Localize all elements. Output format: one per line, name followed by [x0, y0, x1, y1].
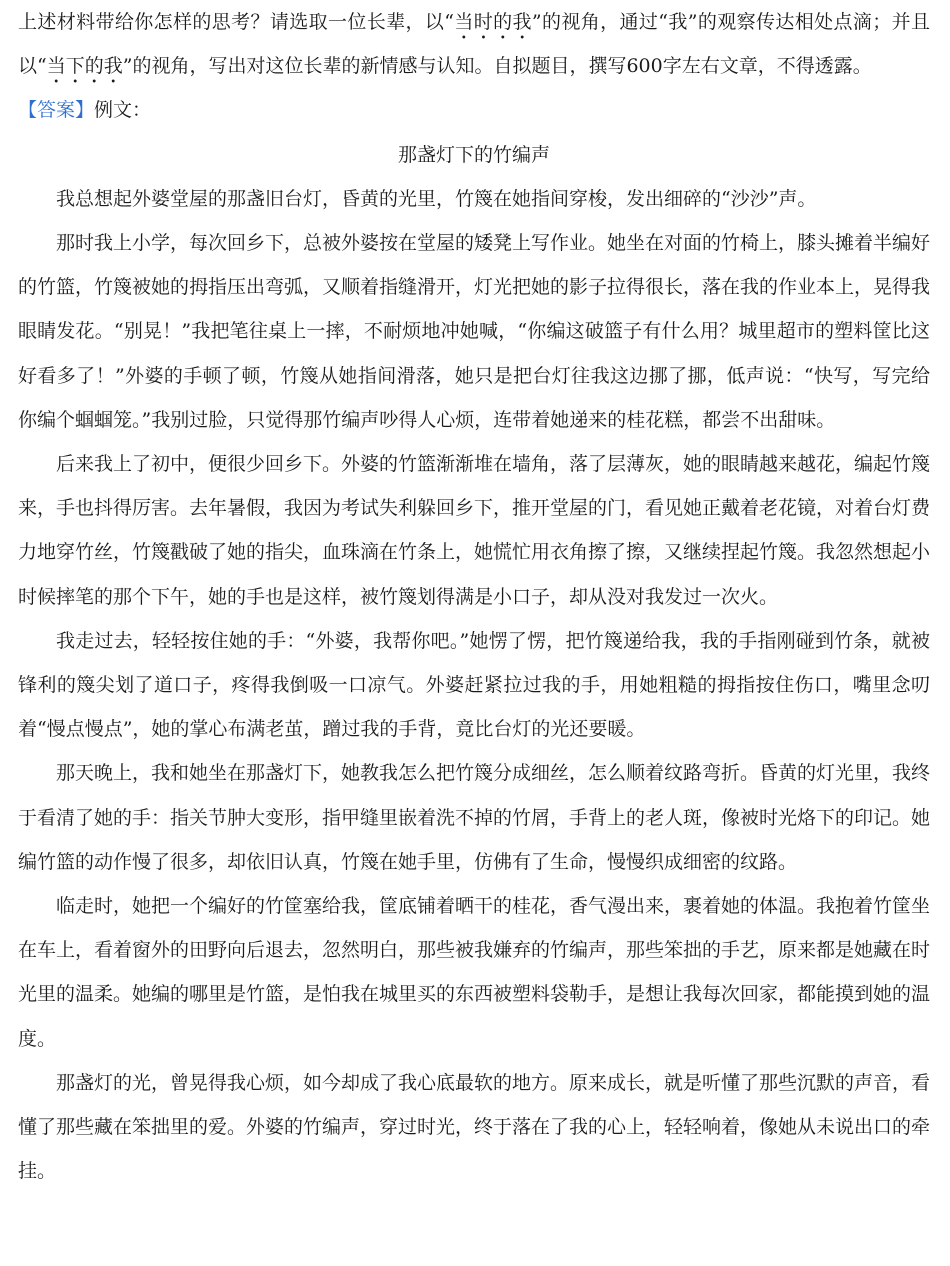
essay-paragraph-4: 我走过去，轻轻按住她的手：“外婆，我帮你吧。”她愣了愣，把竹篾递给我，我的手指刚碰到竹条，就被锋利的篾尖划了道口子，疼得我倒吸一口凉气。外婆赶紧拉过我的手，用她粗糙的拇指按住伤口，嘴里念叨着“慢点慢点”，她的掌心布满老茧，蹭过我的手背，竟比台灯的光还要暖。 — [18, 629, 930, 741]
essay-paragraph-6: 临走时，她把一个编好的竹筐塞给我，筐底铺着晒干的桂花，香气漫出来，裹着她的体温。我抱着竹筐坐在车上，看着窗外的田野向后退去，忽然明白，那些被我嫌弃的竹编声，那些笨拙的手艺，原来都是她藏在时光里的温柔。她编的哪里是竹篮，是怕我在城里买的东西被塑料袋勒手，是想让我每次回家，都能摸到她的温度。 — [18, 895, 931, 1050]
prompt-paragraph — [18, 0, 930, 88]
essay-paragraph-5: 那天晚上，我和她坐在那盏灯下，她教我怎么把竹篾分成细丝，怎么顺着纹路弯折。昏黄的灯光里，我终于看清了她的手：指关节肿大变形，指甲缝里嵌着洗不掉的竹屑，手背上的老人斑，像被时光烙下的印记。她编竹篮的动作慢了很多，却依旧认真，竹篾在她手里，仿佛有了生命，慢慢织成细密的纹路。 — [18, 762, 931, 873]
answer-line — [18, 88, 930, 132]
prompt-text-1: 上述材料带给你怎样的思考？请选取一位长辈，以“ — [18, 11, 455, 33]
prompt-text-2: ”的视角，通过“我”的观察传达相处点滴；并且以“ — [18, 11, 930, 78]
prompt-text-3: ”的视角，写出对这位长辈的新情感与认知。自拟题目，撰写600字左右文章，不得透露。 — [122, 55, 872, 78]
answer-tag: 【答案】 — [18, 99, 95, 122]
prompt-emphasis-2: 当下的我 — [46, 55, 123, 78]
answer-label: 例文： — [94, 99, 152, 122]
essay-paragraph-1: 我总想起外婆堂屋的那盏旧台灯，昏黄的光里，竹篾在她指间穿梭，发出细碎的“沙沙”声。 — [56, 187, 817, 210]
essay-paragraph-2: 那时我上小学，每次回乡下，总被外婆按在堂屋的矮凳上写作业。她坐在对面的竹椅上，膝头摊着半编好的竹篮，竹篾被她的拇指压出弯弧，又顺着指缝滑开，灯光把她的影子拉得很长，落在我的作业本上，晃得我眼睛发花。“别晃！”我把笔往桌上一摔，不耐烦地冲她喊，“你编这破篮子有什么用？城里超市的塑料筐比这好看多了！”外婆的手顿了顿，竹篾从她指间滑落，她只是把台灯往我这边挪了挪，低声说：“快写，写完给你编个蝈蝈笼。”我别过脸，只觉得那竹编声吵得人心烦，连带着她递来的桂花糕，都尝不出甜味。 — [18, 232, 931, 431]
essay-paragraph-7: 那盏灯的光，曾晃得我心烦，如今却成了我心底最软的地方。原来成长，就是听懂了那些沉默的声音，看懂了那些藏在笨拙里的爱。外婆的竹编声，穿过时光，终于落在了我的心上，轻轻响着，像她从未说出口的牵挂。 — [18, 1071, 931, 1183]
document — [18, 0, 930, 1193]
essay-paragraph-3: 后来我上了初中，便很少回乡下。外婆的竹篮渐渐堆在墙角，落了层薄灰，她的眼睛越来越花，编起竹篾来，手也抖得厉害。去年暑假，我因为考试失利躲回乡下，推开堂屋的门，看见她正戴着老花镜，对着台灯费力地穿竹丝，竹篾戳破了她的指尖，血珠滴在竹条上，她慌忙用衣角擦了擦，又继续捏起竹篾。我忽然想起小时候摔笔的那个下午，她的手也是这样，被竹篾划得满是小口子，却从没对我发过一次火。 — [18, 453, 931, 608]
prompt-emphasis-1: 当时的我 — [454, 11, 532, 33]
essay-title: 那盏灯下的竹编声 — [397, 143, 550, 166]
